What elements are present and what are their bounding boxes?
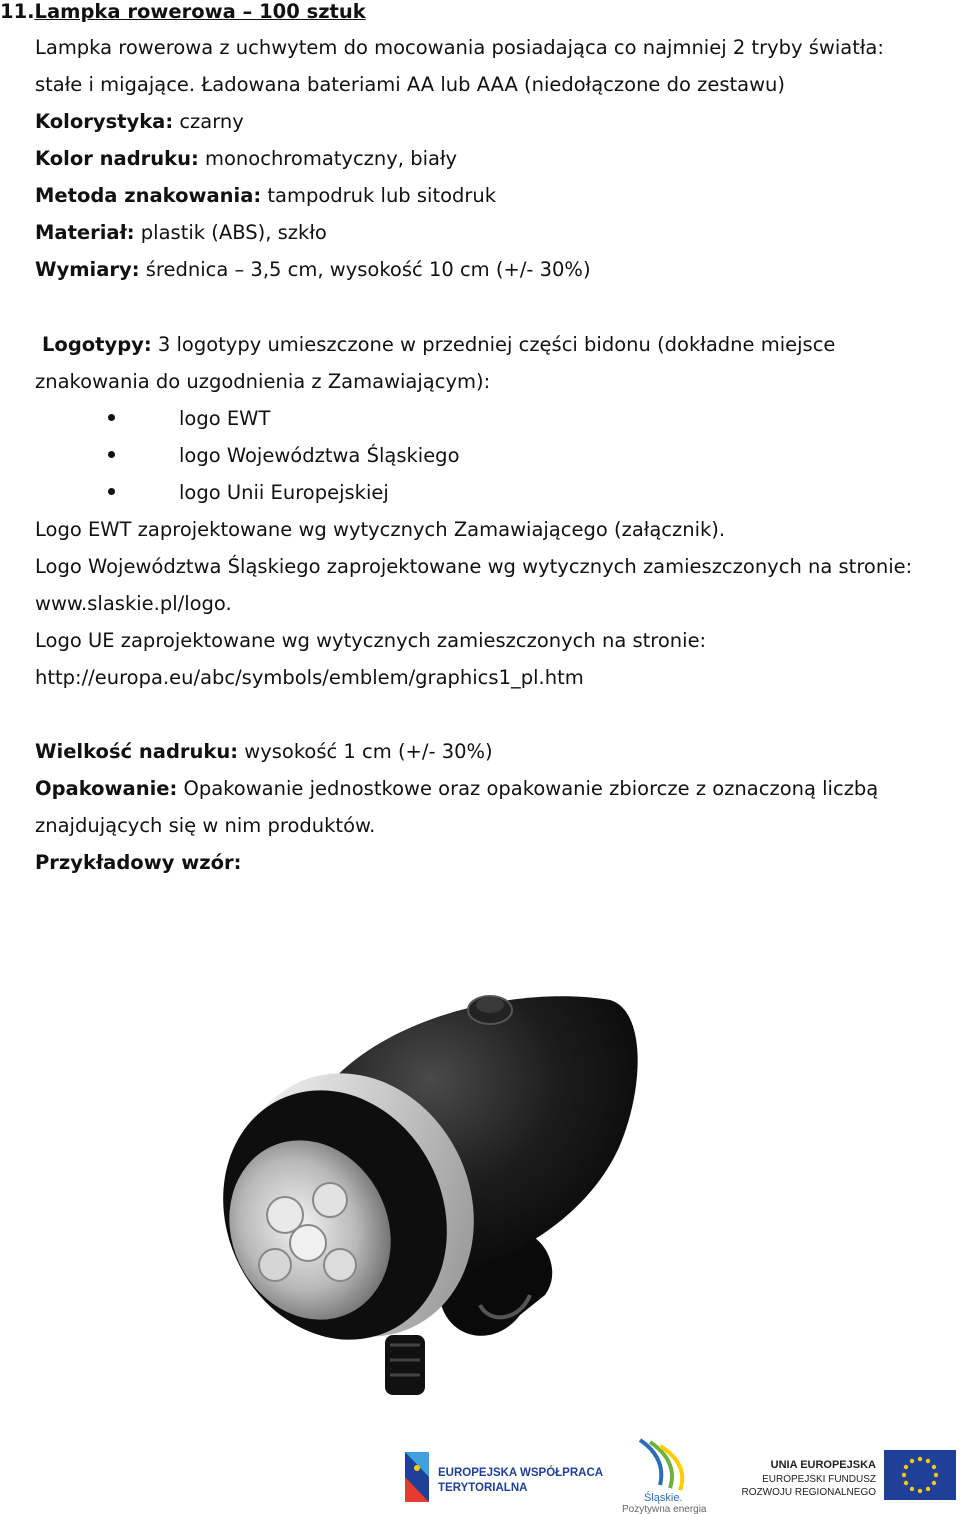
eu-line-2: EUROPEJSKI FUNDUSZ xyxy=(762,1474,876,1485)
spec-opakowanie-line-2: znajdujących się w nim produktów. xyxy=(35,814,376,837)
spec-label: Materiał: xyxy=(35,221,135,244)
note-ue: Logo UE zaprojektowane wg wytycznych zamieszczonych na stronie: xyxy=(35,629,707,652)
spec-opakowanie xyxy=(35,777,878,801)
spec-label: Kolor nadruku: xyxy=(35,147,199,170)
list-item: logo Województwa Śląskiego xyxy=(179,444,460,467)
eu-logo xyxy=(742,1450,956,1500)
footer-logos xyxy=(0,1430,960,1514)
spec-value: czarny xyxy=(173,110,244,133)
logotypy-label: Logotypy: xyxy=(42,333,152,356)
spec-label: Kolorystyka: xyxy=(35,110,174,133)
spec-label: Wymiary: xyxy=(35,258,140,281)
spec-kolorystyka xyxy=(35,110,244,134)
logotypy-line-2: znakowania do uzgodnienia z Zamawiającym): xyxy=(35,370,491,393)
przykladowy-wzor-label: Przykładowy wzór: xyxy=(35,851,242,874)
note-slaskie-url: www.slaskie.pl/logo. xyxy=(35,592,232,615)
spec-label: Wielkość nadruku: xyxy=(35,740,239,763)
note-slaskie: Logo Województwa Śląskiego zaprojektowane wg wytycznych zamieszczonych na stronie: xyxy=(35,555,913,578)
spec-value: Opakowanie jednostkowe oraz opakowanie zbiorcze z oznaczoną liczbą xyxy=(177,777,879,800)
section-number: 11. xyxy=(0,0,35,23)
spec-value: tampodruk lub sitodruk xyxy=(261,184,497,207)
spec-value: średnica – 3,5 cm, wysokość 10 cm (+/- 30%) xyxy=(139,258,591,281)
slaskie-tagline: Pozytywna energia xyxy=(622,1504,707,1514)
note-ewt: Logo EWT zaprojektowane wg wytycznych Zamawiającego (załącznik). xyxy=(35,518,726,541)
list-item: logo Unii Europejskiej xyxy=(179,481,389,504)
spec-kolor-nadruku xyxy=(35,147,457,171)
slaskie-name: Śląskie. xyxy=(644,1492,683,1504)
intro-line-1: Lampka rowerowa z uchwytem do mocowania posiadająca co najmniej 2 tryby światła: xyxy=(35,36,884,59)
note-ue-url: http://europa.eu/abc/symbols/emblem/graphics1_pl.htm xyxy=(35,666,584,689)
ewt-line-2: TERYTORIALNA xyxy=(438,1482,528,1494)
spec-value: wysokość 1 cm (+/- 30%) xyxy=(238,740,493,763)
logotypy-value: 3 logotypy umieszczone w przedniej części bidonu (dokładne miejsce xyxy=(151,333,836,356)
list-item: logo EWT xyxy=(179,407,271,430)
spec-material xyxy=(35,221,327,245)
bike-light-image xyxy=(190,975,660,1405)
eu-line-1: UNIA EUROPEJSKA xyxy=(770,1459,876,1471)
spec-label: Opakowanie: xyxy=(35,777,178,800)
bullet-icon xyxy=(108,414,115,421)
bullet-icon xyxy=(108,488,115,495)
ewt-line-1: EUROPEJSKA WSPÓŁPRACA xyxy=(438,1467,604,1479)
spec-metoda xyxy=(35,184,496,208)
spec-label: Metoda znakowania: xyxy=(35,184,262,207)
spec-wymiary xyxy=(35,258,591,282)
spec-value: monochromatyczny, biały xyxy=(198,147,458,170)
section-heading xyxy=(0,0,366,24)
slaskie-logo xyxy=(622,1440,707,1514)
ewt-logo xyxy=(405,1452,603,1502)
section-title: Lampka rowerowa – 100 sztuk xyxy=(34,0,366,23)
eu-line-3: ROZWOJU REGIONALNEGO xyxy=(741,1487,876,1498)
bullet-icon xyxy=(108,451,115,458)
spec-value: plastik (ABS), szkło xyxy=(134,221,327,244)
spec-wielkosc xyxy=(35,740,493,764)
intro-line-2: stałe i migające. Ładowana bateriami AA lub AAA (niedołączone do zestawu) xyxy=(35,73,786,96)
logotypy-line-1 xyxy=(42,333,835,357)
